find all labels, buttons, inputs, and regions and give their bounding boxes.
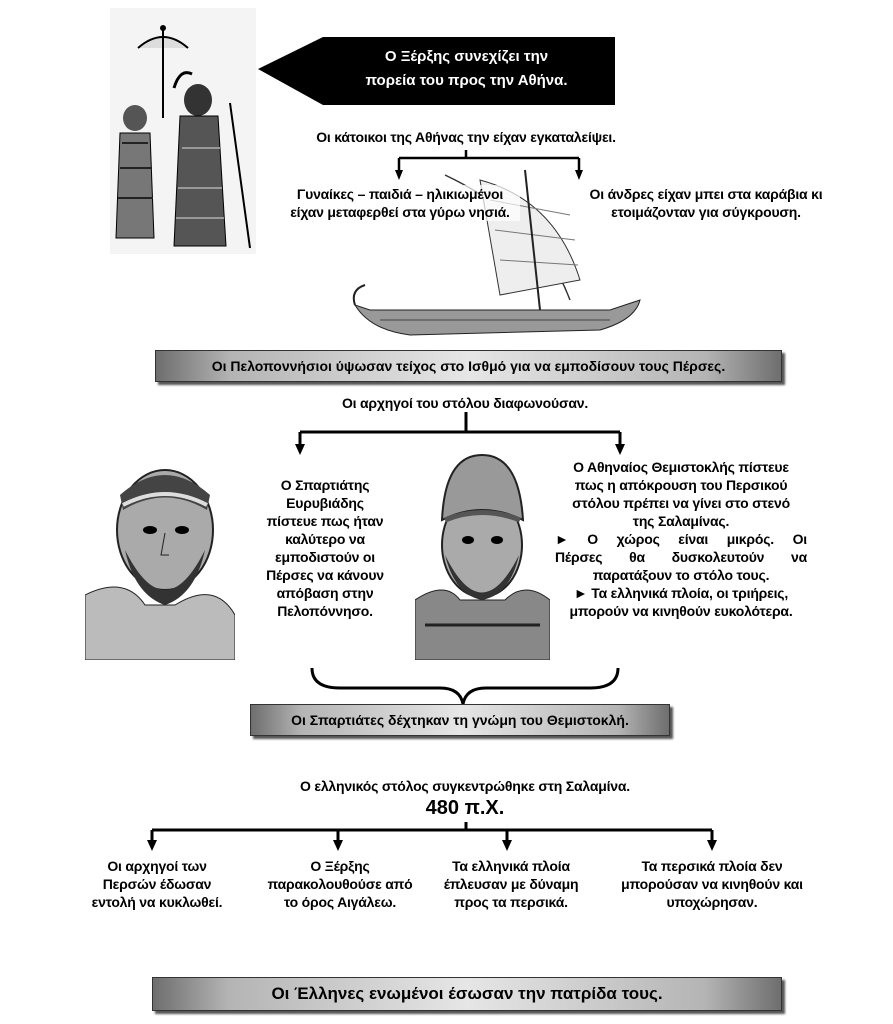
outcome-3-line-2: έπλευσαν με δύναμη [443,876,579,892]
outcome-2-line-3: το όρος Αιγάλεω. [283,894,397,910]
themistocles-line-3: στόλου πρέπει να γίνει στο στενό [572,495,790,511]
athens-abandoned-text: Οι κάτοικοι της Αθήνας την είχαν εγκαταλείψει. [316,129,616,145]
eurybiades-line-2: Ευρυβιάδης [286,495,364,511]
fleet-gathered-text: Ο ελληνικός στόλος συγκεντρώθηκε στη Σαλαμίνα. [300,778,630,794]
callout-line-2: πορεία του προς την Αθήνα. [365,72,568,89]
outcome-4-line-1: Τα περσικά πλοία δεν [641,858,783,874]
eurybiades-line-1: Ο Σπαρτιάτης [280,477,370,493]
eurybiades-line-8: Πελοπόννησο. [277,603,373,619]
themistocles-line-4: της Σαλαμίνας. [632,513,730,529]
themistocles-bullet-1b: Πέρσες θα δυσκολευτούν να [555,549,807,565]
women-children-line-1: Γυναίκες – παιδιά – ηλικιωμένοι [296,186,504,202]
themistocles-line-1: Ο Αθηναίος Θεμιστοκλής πίστευε [573,459,789,475]
final-banner: Οι Έλληνες ενωμένοι έσωσαν την πατρίδα τους. [152,977,782,1011]
outcome-3-line-3: προς τα περσικά. [454,894,568,910]
themistocles-bullet-1c: παρατάξουν το στόλο τους. [592,567,770,583]
eurybiades-line-5: εμποδιστούν οι [275,549,375,565]
eurybiades-line-4: καλύτερο να [285,531,365,547]
callout-line-1: Ο Ξέρξης συνεχίζει την [384,48,549,65]
themistocles-portrait [415,450,550,660]
women-children-line-2: είχαν μεταφερθεί στα γύρω νησιά. [290,204,510,220]
curly-brace [312,668,618,704]
outcome-3 [428,857,594,911]
year-label: 480 π.Χ. [425,797,505,819]
themistocles-bullet-2b: μπορούν να κινηθούν ευκολότερα. [569,603,793,619]
women-children-text [280,185,520,221]
outcome-1-line-3: εντολή να κυκλωθεί. [91,894,223,910]
outcome-2 [255,857,425,911]
outcome-1-line-2: Περσών έδωσαν [102,876,212,892]
outcome-4-line-3: υποχώρησαν. [666,894,758,910]
men-ships-line-2: ετοιμάζονταν για σύγκρουση. [611,204,801,220]
themistocles-text [555,458,807,620]
outcome-4-line-2: μπορούσαν να κινηθούν και [621,876,803,892]
eurybiades-line-3: πίστευε πως ήταν [266,513,384,529]
leaders-disagreed-text: Οι αρχηγοί του στόλου διαφωνούσαν. [341,395,589,411]
outcome-4 [598,857,826,911]
outcome-1 [72,857,242,911]
men-ships-line-1: Οι άνδρες είχαν μπει στα καράβια κι [589,186,823,202]
spartans-banner: Οι Σπαρτιάτες δέχτηκαν τη γνώμη του Θεμιστοκλή. [250,704,670,736]
eurybiades-line-6: Πέρσες να κάνουν [266,567,384,583]
peloponnesians-banner: Οι Πελοποννήσιοι ύψωσαν τείχος στο Ισθμό για να εμποδίσουν τους Πέρσες. [155,350,782,382]
eurybiades-portrait [85,455,235,660]
themistocles-line-2: πως η απόκρουση του Περσικού [574,477,788,493]
outcome-1-line-1: Οι αρχηγοί των [107,858,207,874]
outcome-2-line-2: παρακολουθούσε από [267,876,413,892]
themistocles-bullet-1a: ► Ο χώρος είναι μικρός. Οι [555,531,807,547]
themistocles-bullet-2a: ► Τα ελληνικά πλοία, οι τριήρεις, [573,585,789,601]
xerxes-callout [258,37,615,105]
persian-figures-illustration [110,8,256,254]
outcome-3-line-1: Τα ελληνικά πλοία [452,858,570,874]
outcomes-split-arrows [152,822,712,842]
outcome-2-line-1: Ο Ξέρξης [310,858,370,874]
eurybiades-line-7: απόβαση στην [276,585,374,601]
men-ships-text [575,185,837,221]
eurybiades-text [240,476,410,620]
leaders-split-arrows [300,412,620,446]
